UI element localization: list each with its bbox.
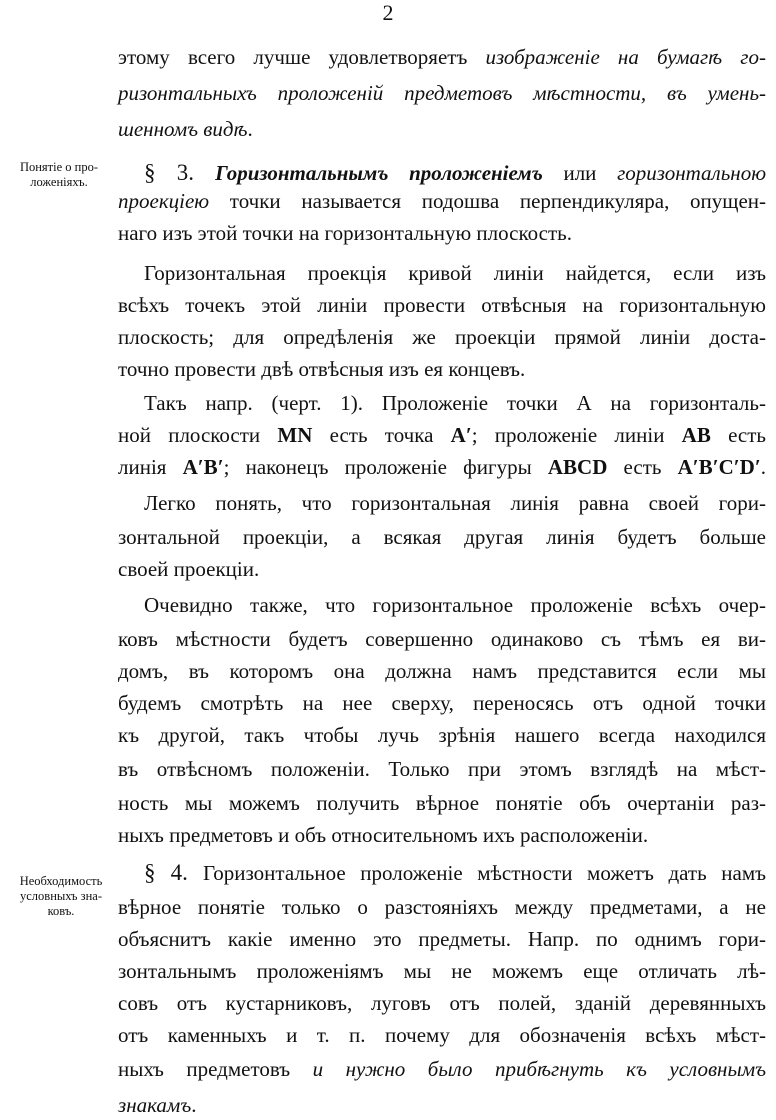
page-number: 2 [382, 0, 394, 25]
text-run: наго изъ этой точки на горизонтальную плоскость. [118, 221, 572, 245]
text-line [118, 1092, 196, 1118]
text-run: ныхъ предметовъ [118, 1057, 313, 1081]
text-run: своей проекціи. [118, 557, 260, 581]
text-line [118, 44, 766, 70]
text-line [118, 626, 766, 652]
text-line [118, 658, 766, 684]
text-run: ныхъ предметовъ и объ относительномъ ихъ расположеніи. [118, 823, 649, 847]
text-run: A′B′ [182, 455, 224, 479]
text-line [118, 958, 766, 984]
text-run: AB [681, 423, 711, 447]
text-run: линія [118, 455, 183, 479]
text-line [118, 790, 766, 816]
text-run: Легко понять, что горизонтальная линія равна своей гори- [144, 491, 766, 515]
margin-note-line: условныхъ зна- [20, 889, 102, 903]
text-run: объяснитъ какіе именно это предметы. Напр. по однимъ гори- [118, 927, 766, 951]
text-line [118, 422, 766, 448]
text-run: A′B′C′D′ [677, 455, 761, 479]
text-line [118, 690, 766, 716]
text-line [144, 260, 766, 286]
text-run: плоскость; для опредѣленія же проекціи прямой линіи доста- [118, 325, 766, 349]
text-line [144, 860, 766, 886]
text-run: . [191, 1093, 197, 1117]
text-line [118, 722, 766, 748]
text-line [118, 116, 253, 142]
text-run: точки называется подошва перпендикуляра, опущен- [209, 189, 766, 213]
text-run: . [247, 117, 253, 141]
text-run: Горизонтальное проложеніе мѣстности можетъ дать намъ [202, 861, 766, 885]
text-run: знакамъ [118, 1093, 192, 1117]
text-line [118, 80, 766, 106]
text-run: и нужно было прибѣгнуть къ условнымъ [312, 1057, 767, 1081]
margin-note-line: ложеніяхъ. [30, 175, 88, 189]
text-line [118, 822, 648, 848]
text-run: Очевидно также, что горизонтальное проложеніе всѣхъ очер- [144, 593, 766, 617]
text-line [118, 524, 766, 550]
text-run: ABCD [547, 455, 608, 479]
text-run: совъ отъ кустарниковъ, луговъ отъ полей, зданій деревянныхъ [118, 991, 766, 1015]
text-run: шенномъ видѣ [118, 117, 248, 141]
text-run: проекціею [118, 189, 210, 213]
text-run: ; проложеніе линіи [471, 423, 682, 447]
text-line [118, 454, 766, 480]
text-run: горизонтальною [617, 161, 766, 185]
text-line [118, 556, 259, 582]
text-run: Такъ напр. (черт. 1). Проложеніе точки А на горизонталь- [144, 391, 766, 415]
text-run: A′ [450, 423, 472, 447]
text-run: этому всего лучше удовлетворяетъ [118, 45, 486, 69]
text-line [118, 324, 766, 350]
margin-note-line: Понятіе о про- [19, 160, 99, 174]
margin-note-conventional-signs [2, 874, 120, 919]
text-run: будемъ смотрѣть на нее сверху, переносясь отъ одной точки [118, 691, 766, 715]
text-line [118, 188, 766, 214]
text-run: или [542, 161, 618, 185]
text-line [118, 356, 525, 382]
text-line [118, 1056, 766, 1082]
text-run: ность мы можемъ получить вѣрное понятіе объ очертаніи раз- [118, 791, 766, 815]
text-run: MN [277, 423, 313, 447]
text-run: зонтальной проекціи, а всякая другая линія будетъ больше [118, 525, 766, 549]
margin-note-projections [6, 160, 112, 190]
text-run: изображеніе на бумагѣ го- [485, 45, 766, 69]
text-run: отъ каменныхъ и т. п. почему для обозначенія всѣхъ мѣст- [118, 1023, 766, 1047]
text-run: есть точка [312, 423, 451, 447]
text-run: ной плоскости [118, 423, 278, 447]
text-line [118, 990, 766, 1016]
text-run: § 4. [144, 860, 203, 885]
text-run: ; наконецъ проложеніе фигуры [223, 455, 548, 479]
text-run: есть [710, 423, 767, 447]
text-run: къ другой, такъ чтобы лучь зрѣнія нашего всегда находился [118, 723, 766, 747]
text-line [118, 894, 766, 920]
text-line [144, 490, 766, 516]
text-run: въ отвѣсномъ положеніи. Только при этомъ взглядѣ на мѣст- [118, 757, 766, 781]
text-run: Горизонтальнымъ проложеніемъ [215, 161, 543, 185]
text-run: вѣрное понятіе только о разстояніяхъ между предметами, а не [118, 895, 766, 919]
text-line [118, 756, 766, 782]
text-run: Горизонтальная проекція кривой линіи найдется, если изъ [144, 261, 766, 285]
margin-note-line: Необходимость [19, 874, 103, 888]
text-run: точно провести двѣ отвѣсныя изъ ея концевъ. [118, 357, 526, 381]
text-line [118, 1022, 766, 1048]
text-line [144, 390, 766, 416]
text-run: § 3. [144, 160, 216, 185]
text-line [144, 160, 766, 186]
text-line [118, 926, 766, 952]
text-run: зонтальнымъ проложеніямъ мы не можемъ еще отличать лѣ- [118, 959, 766, 983]
text-run: ковъ мѣстности будетъ совершенно одинаково съ тѣмъ ея ви- [118, 627, 766, 651]
margin-note-line: ковъ. [47, 904, 75, 918]
text-run: домъ, въ которомъ она должна намъ представится если мы [118, 659, 766, 683]
text-run: ризонтальныхъ проложеній предметовъ мѣстности, въ умень- [118, 81, 766, 105]
text-run: всѣхъ точекъ этой линіи провести отвѣсныя на горизонтальную [118, 293, 766, 317]
text-line [144, 592, 766, 618]
text-run: есть [607, 455, 678, 479]
text-line [118, 292, 766, 318]
text-line [118, 220, 572, 246]
text-run: . [760, 455, 766, 479]
